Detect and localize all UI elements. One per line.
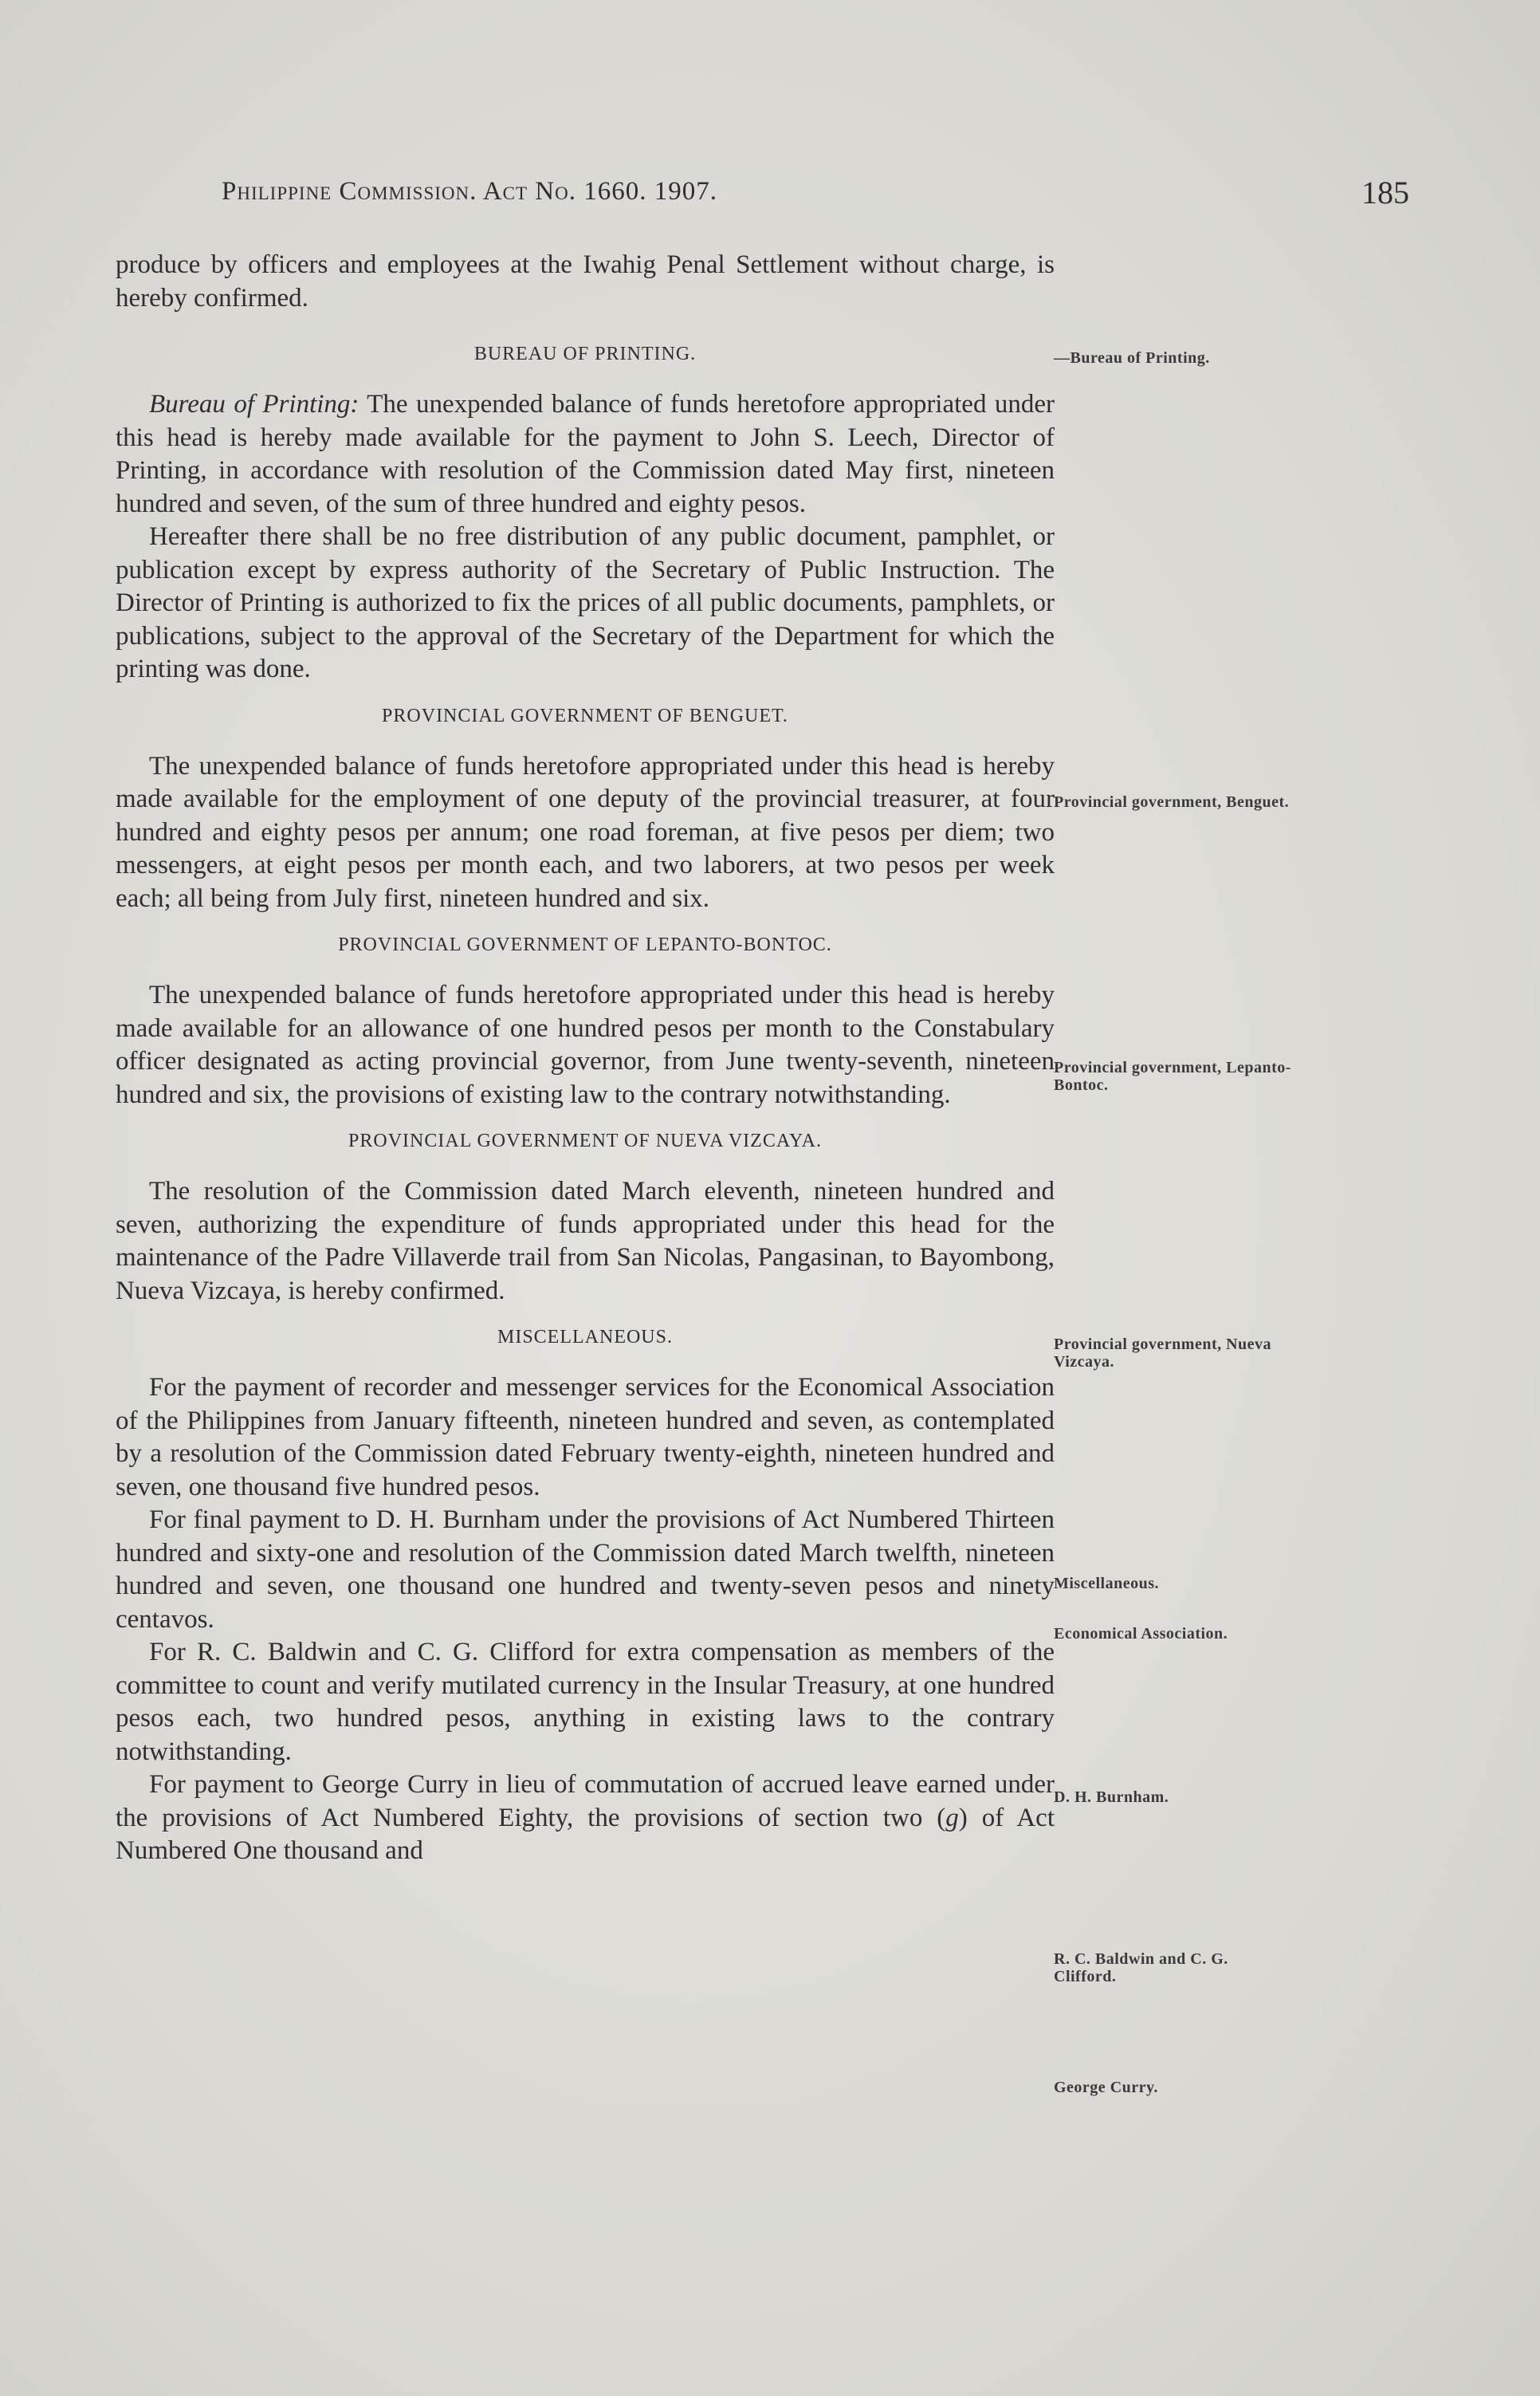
- misc-paragraph-4-end: ) of Act Numbered One thousand and: [116, 1803, 1055, 1865]
- body-text: [116, 249, 1055, 1868]
- margin-note-miscellaneous: Miscellaneous.: [1054, 1575, 1159, 1592]
- lepanto-paragraph: The unexpended balance of funds heretofore appropriated under this head is hereby made available for an allowance of one hundred pesos per month to the Constabulary officer designated as acting provincial governor, from June twenty-seventh, nineteen hundred and six, the provisions of existing law to the contrary notwithstanding.: [116, 981, 1055, 1109]
- printing-paragraph-2: Hereafter there shall be no free distribution of any public document, pamphlet, or publication except by express authority of the Secretary of Public Instruction. The Director of Printing is authorized to fix the prices of all public documents, pamphlets, or publications, subject to the approval of the Secretary of the Department for which the printing was done.: [116, 522, 1055, 683]
- running-head: Philippine Commission. Act No. 1660. 1907.: [222, 177, 717, 206]
- misc-paragraph-1: For the payment of recorder and messenger services for the Economical Association of the Philippines from January fifteenth, nineteen hundred and seven, as contemplated by a resolution of the Commission dated February twenty-eighth, nineteen hundred and seven, one thousand five hundred pesos.: [116, 1373, 1055, 1501]
- printing-italic-lead: Bureau of Printing:: [149, 390, 359, 419]
- printing-paragraph-1: [116, 388, 1055, 521]
- page-header: [222, 177, 1409, 225]
- heading-bureau-of-printing: BUREAU OF PRINTING.: [473, 344, 697, 364]
- misc-paragraph-2: For final payment to D. H. Burnham under the provisions of Act Numbered Thirteen hundred and sixty-one and resolution of the Commission dated March twelfth, nineteen hundred and seven, one thousand one hundred and twenty-seven pesos and ninety centavos.: [116, 1505, 1055, 1634]
- misc-paragraph-3: For R. C. Baldwin and C. G. Clifford for extra compensation as members of the committee to count and verify mutilated currency in the Insular Treasury, at one hundred pesos each, two hundred pesos, anything in existing laws to the contrary notwithstanding.: [116, 1638, 1055, 1766]
- misc-paragraph-4-italic: g: [945, 1803, 959, 1832]
- margin-note-printing: —Bureau of Printing.: [1054, 349, 1210, 367]
- margin-note-baldwin: R. C. Baldwin and C. G. Clifford.: [1054, 1950, 1228, 1985]
- heading-benguet: PROVINCIAL GOVERNMENT OF BENGUET.: [382, 705, 788, 726]
- margin-note-burnham: D. H. Burnham.: [1054, 1788, 1169, 1806]
- misc-paragraph-4: [116, 1768, 1055, 1868]
- intro-paragraph: produce by officers and employees at the Iwahig Penal Settlement without charge, is hereby confirmed.: [116, 250, 1055, 313]
- margin-note-economical: Economical Association.: [1054, 1625, 1228, 1643]
- page-number: 185: [1361, 175, 1409, 210]
- margin-note-benguet: Provincial government, Benguet.: [1054, 793, 1290, 811]
- heading-lepanto-bontoc: PROVINCIAL GOVERNMENT OF LEPANTO-BONTOC.: [338, 934, 832, 955]
- margin-note-vizcaya: Provincial government, Nueva Vizcaya.: [1054, 1336, 1272, 1371]
- margin-note-curry: George Curry.: [1054, 2079, 1158, 2096]
- heading-nueva-vizcaya: PROVINCIAL GOVERNMENT OF NUEVA VIZCAYA.: [348, 1131, 822, 1151]
- vizcaya-paragraph: The resolution of the Commission dated March eleventh, nineteen hundred and seven, authorizing the expenditure of funds appropriated under this head for the maintenance of the Padre Villaverde trail from San Nicolas, Pangasinan, to Bayombong, Nueva Vizcaya, is hereby confirmed.: [116, 1177, 1055, 1305]
- margin-note-lepanto: Provincial government, Lepanto-Bontoc.: [1054, 1059, 1291, 1094]
- printing-paragraph-1-text: The unexpended balance of funds heretofore appropriated under this head is hereby made available for the payment to John S. Leech, Director of Printing, in accordance with resolution of the Commission dated May first, nineteen hundred and seven, of the sum of three hundred and eighty pesos.: [116, 390, 1055, 518]
- misc-paragraph-4-start: For payment to George Curry in lieu of commutation of accrued leave earned under the provisions of Act Numbered Eighty, the provisions of section two (: [116, 1770, 1055, 1832]
- heading-miscellaneous: MISCELLANEOUS.: [497, 1327, 673, 1348]
- benguet-paragraph: The unexpended balance of funds heretofore appropriated under this head is hereby made available for the employment of one deputy of the provincial treasurer, at four hundred and eighty pesos per annum; one road foreman, at five pesos per diem; two messengers, at eight pesos per month each, and two laborers, at two pesos per week each; all being from July first, nineteen hundred and six.: [116, 751, 1055, 913]
